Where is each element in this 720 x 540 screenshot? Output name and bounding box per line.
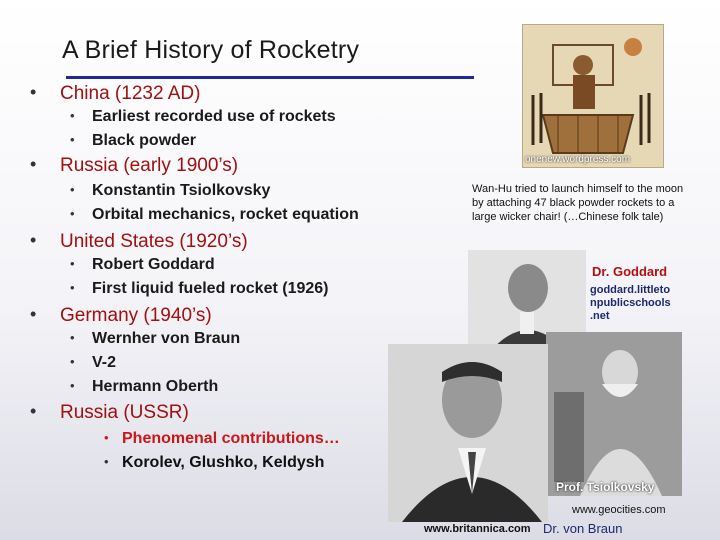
list-item: • Hermann Oberth [70, 378, 219, 395]
goddard-credit: goddard.littleto npublicschools .net [590, 284, 671, 322]
list-item: • First liquid fueled rocket (1926) [70, 280, 329, 297]
list-item: • Robert Goddard [70, 256, 215, 273]
section-germany [30, 304, 212, 327]
bullet: • [30, 304, 37, 324]
bullet: • [30, 401, 37, 421]
bullet: • [30, 154, 37, 174]
bullet: • [30, 230, 37, 250]
bullet: • [30, 82, 37, 102]
list-item: • Orbital mechanics, rocket equation [70, 206, 359, 223]
list-item: • Konstantin Tsiolkovsky [70, 182, 271, 199]
section-heading: Germany (1940’s) [60, 305, 212, 326]
wan-hu-illustration [522, 24, 664, 168]
list-item: • V-2 [70, 354, 117, 371]
von-braun-photo [388, 344, 548, 522]
wan-hu-caption: Wan-Hu tried to launch himself to the moon by attaching 47 black powder rockets to a large wicker chair! (…Chinese folk tale) [472, 183, 684, 223]
goddard-name: Dr. Goddard [592, 264, 668, 279]
section-russia-early [30, 154, 239, 177]
von-braun-name: Dr. von Braun [543, 521, 623, 536]
von-braun-portrait [388, 344, 548, 522]
image-watermark: onenew.wordpress.com [525, 154, 631, 165]
section-russia-ussr [30, 401, 189, 424]
section-heading: China (1232 AD) [60, 83, 201, 104]
list-item: • Wernher von Braun [70, 330, 241, 347]
list-item: • Black powder [70, 132, 197, 149]
tsiolkovsky-name: Prof. Tsiolkovsky [556, 480, 655, 494]
section-heading: United States (1920’s) [60, 231, 248, 252]
title-underline [66, 76, 474, 79]
section-united-states [30, 230, 248, 253]
list-item: • Phenomenal contributions… [104, 430, 340, 447]
wan-hu-drawing [523, 25, 663, 167]
tsiolkovsky-credit: www.geocities.com [572, 504, 666, 516]
section-china [30, 82, 201, 105]
section-heading: Russia (USSR) [60, 402, 189, 423]
slide-title: A Brief History of Rocketry [62, 36, 360, 64]
list-item: • Korolev, Glushko, Keldysh [104, 454, 325, 471]
section-heading: Russia (early 1900’s) [60, 155, 239, 176]
von-braun-credit: www.britannica.com [424, 523, 531, 535]
tsiolkovsky-portrait [546, 332, 682, 496]
tsiolkovsky-photo [546, 332, 682, 496]
list-item: • Earliest recorded use of rockets [70, 108, 336, 125]
